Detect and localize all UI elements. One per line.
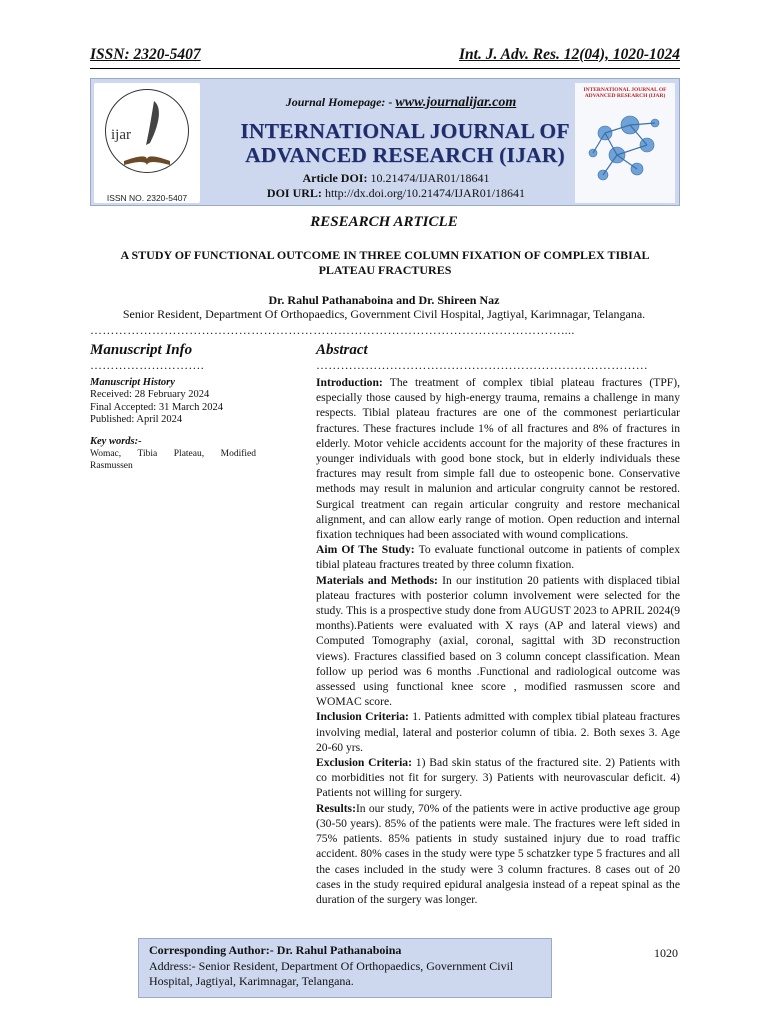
received-date: Received: 28 February 2024 [90, 389, 210, 400]
doi-label: Article DOI: [302, 171, 368, 185]
page-number: 1020 [654, 946, 678, 960]
keywords-label: Key words:- [90, 435, 142, 447]
running-header [90, 46, 680, 69]
keywords: Womac, Tibia Plateau, Modified Rasmussen [90, 448, 256, 471]
homepage-link[interactable]: www.journalijar.com [395, 95, 517, 110]
abstract-introduction [316, 375, 680, 542]
homepage-label: Journal Homepage: - [285, 95, 393, 109]
manuscript-info-heading: Manuscript Info [90, 342, 193, 358]
paper-title: A STUDY OF FUNCTIONAL OUTCOME IN THREE COLUMN FIXATION OF COMPLEX TIBIAL PLATEAU FRACTURES [120, 248, 650, 277]
corresponding-author-label: Corresponding Author:- Dr. Rahul Pathanaboina [149, 943, 402, 957]
molecule-graphic-icon [575, 83, 675, 203]
abstract-heading: Abstract [316, 342, 368, 358]
results-text: In our study, 70% of the patients were in active productive age group (30-50 years). 85% of the patients were male. The fractures were left sided in 75% patients. 85% patients in study sustained injury due to road traffic accident. 80% cases in the study were type 5 schatzker type 5 fractures and all the cases included in the study were 3 column fractures. 8 cases out of 20 cases in the study required epidural analgesia instead of a repeat spinal as the duration of the surgery was longer. [316, 801, 680, 906]
manuscript-info [90, 341, 256, 472]
corresponding-address: Address:- Senior Resident, Department Of Orthopaedics, Government Civil Hospital, Jagtiyal, Karimnagar, Telangana. [149, 958, 514, 988]
abstract-inclusion [316, 709, 680, 755]
exclusion-label: Exclusion Criteria: [316, 756, 412, 770]
abstract-results [316, 801, 680, 907]
cover-title: INTERNATIONAL JOURNAL OF ADVANCED RESEARCH (IJAR) [583, 87, 667, 100]
introduction-text: The treatment of complex tibial plateau fractures (TPF), especially those caused by high-energy trauma, remains a challenge in many respects. Tibial plateau fractures are one of the commonest periarticular fractures. These fractures include 1% of all fractures and 8% of fractures in elderly. Motor vehicle accidents account for the majority of these fractures in younger individuals with good bone stock, but in elderly individuals these fractures may result from simple fall due to osteopenic bone. Conservative methods may result in malunion and articular congruity cannot be restored. Surgical treatment can regain articular congruity and restore mechanical alignment, and can allow early range of motion. Open reduction and internal fixation techniques had been associated with wound complications. [316, 376, 680, 542]
exclusion-text: 1) Bad skin status of the fractured site. 2) Patients with co morbidities not fit for surgery. 3) Patients with neurovascular deficit. 4) Patients not willing for surgery. [316, 756, 680, 800]
abstract-section [316, 341, 680, 907]
abstract-methods [316, 573, 680, 710]
inclusion-text: 1. Patients admitted with complex tibial plateau fractures involving medial, lateral and posterior column of tibia. 2. Both sexes 3. Age 20-60 yrs. [316, 710, 681, 754]
corresponding-author-box [138, 938, 552, 998]
published-date: Published: April 2024 [90, 414, 183, 425]
article-type: RESEARCH ARTICLE [310, 214, 458, 230]
aim-text: To evaluate functional outcome in patients of complex tibial plateau fractures treated by three column fixation. [316, 543, 680, 572]
doi-url-label: DOI URL: [266, 186, 322, 200]
abstract-body [316, 375, 680, 907]
introduction-label: Introduction: [316, 376, 383, 389]
logo-issn: ISSN NO. 2320-5407 [106, 193, 188, 203]
manuscript-history-label: Manuscript History [90, 377, 175, 388]
methods-label: Materials and Methods: [316, 573, 438, 587]
divider-dots: …………………………………………………………………………………………………….... [90, 324, 575, 336]
inclusion-label: Inclusion Criteria: [316, 710, 409, 724]
doi-value: 10.21474/IJAR01/18641 [370, 171, 490, 185]
issn-label: ISSN: 2320-5407 [90, 46, 201, 63]
authors: Dr. Rahul Pathanaboina and Dr. Shireen Naz [268, 293, 500, 307]
methods-text: In our institution 20 patients with displaced tibial plateau fractures with posterior column involvement were selected for the study. This is a prospective study done from AUGUST 2023 to APRIL 2024(9 months).Patients were evaluated with X rays (AP and lateral views) and Computed Tomography (axial, coronal, sagittal with 3D reconstruction views). Fractures classified based on 3 column concept classification. Mean follow up period was 6 months .Functional and radiological outcome was assessed using functional knee score , modified rasmussen score and WOMAC score. [316, 573, 681, 709]
logo-text: ijar [111, 127, 131, 143]
journal-title-line1: INTERNATIONAL JOURNAL OF [240, 119, 570, 143]
divider-dots-left: ………………………. [90, 359, 204, 371]
doi-url-link[interactable]: http://dx.doi.org/10.21474/IJAR01/18641 [324, 186, 526, 200]
affiliation: Senior Resident, Department Of Orthopaedics, Government Civil Hospital, Jagtiyal, Karimnagar, Telangana. [122, 307, 646, 321]
results-label: Results: [316, 801, 356, 815]
abstract-exclusion [316, 755, 680, 801]
abstract-aim [316, 542, 680, 572]
citation-label: Int. J. Adv. Res. 12(04), 1020-1024 [458, 46, 680, 63]
journal-title-line2: ADVANCED RESEARCH (IJAR) [245, 143, 565, 167]
journal-cover-thumbnail [575, 83, 675, 203]
journal-banner [90, 78, 680, 206]
divider-dots-right: ……………………………………………………………………… [316, 359, 649, 371]
aim-label: Aim Of The Study: [316, 543, 415, 557]
accepted-date: Final Accepted: 31 March 2024 [90, 401, 223, 413]
